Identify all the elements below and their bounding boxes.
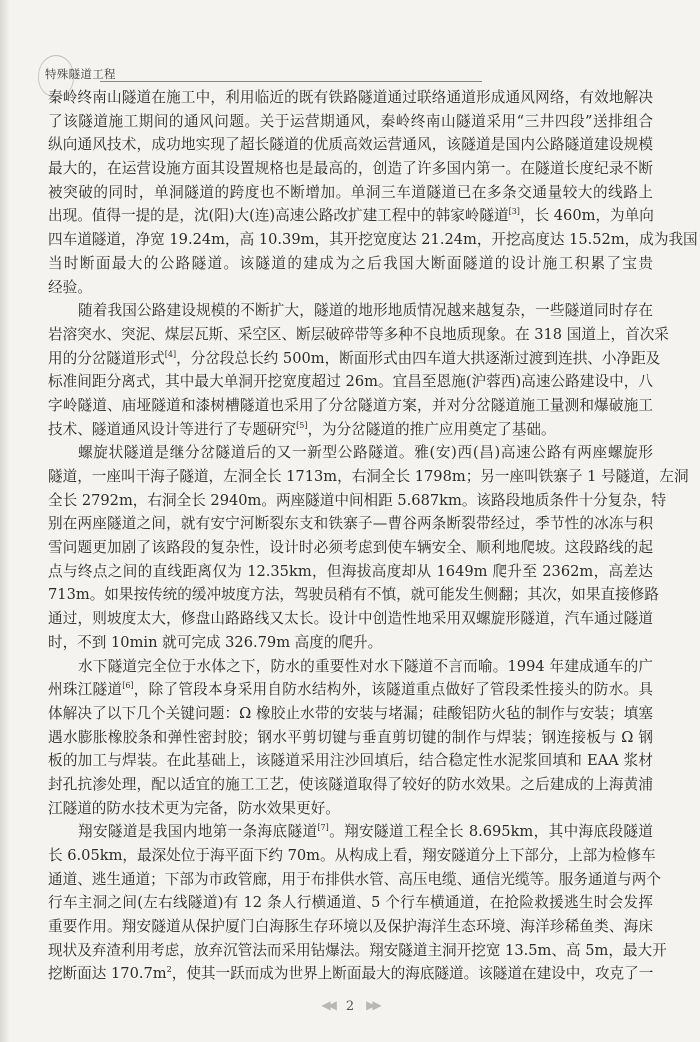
text-line: 通过，则坡度太大，修盘山路路线又太长。设计中创造性地采用双螺旋形隧道，汽车通过隧道 (48, 610, 653, 628)
double-right-arrow-icon: ▶▶ (366, 998, 379, 1012)
text-line: 挖断面达 $170.7m^2$，使其一跃而成为世界上断面最大的海底隧道。该隧道在建设中，攻克了一 (48, 965, 654, 983)
paragraph (48, 86, 698, 299)
text-line: 翔安隧道是我国内地第一条海底隧道[7]。翔安隧道工程全长 8.695km，其中海底段隧道 (78, 823, 653, 841)
text-line: 别在两座隧道之间，就有安宁河断裂东支和铁寨子—曹谷两条断裂带经过，季节性的冰冻与积 (48, 515, 653, 533)
text-line: 江隧道的防水技术更为完备，防水效果更好。 (48, 799, 340, 817)
text-line: 点与终点之间的直线距离仅为 12.35km，但海拔高度却从 1649m 爬升至 2362m，高差达 (48, 562, 653, 580)
text-line: 水下隧道完全位于水体之下，防水的重要性对水下隧道不言而喻。1994 年建成通车的广 (78, 657, 653, 675)
text-line: 雪问题更加剧了该路段的复杂性，设计时必须考虑到使车辆安全、顺利地爬坡。这段路线的起 (48, 539, 653, 557)
paragraph (48, 441, 689, 654)
body-text (48, 86, 698, 986)
superscript: 2 (166, 965, 172, 975)
text-line: 封孔抗渗处理，配以适宜的施工工艺，使该隧道取得了较好的防水效果。之后建成的上海黄浦 (48, 775, 653, 793)
text-line: 现状及弃渣利用考虑，放弃沉管法而采用钻爆法。翔安隧道主洞开挖宽 13.5m、高 5m，最大开 (48, 941, 667, 959)
citation-ref: [5] (296, 420, 308, 430)
text-line: 秦岭终南山隧道在施工中，利用临近的既有铁路隧道通过联络通道形成通风网络，有效地解决 (48, 89, 653, 106)
text-line: 岩溶突水、突泥、煤层瓦斯、采空区、断层破碎带等多种不良地质现象。在 318 国道上，首次采 (48, 325, 669, 343)
text-line: 通道、逃生通道；下部为市政管廊，用于布排供水管、高压电缆、通信光缆等。服务通道与两个 (48, 870, 661, 888)
text-line: 随着我国公路建设规模的不断扩大，隧道的地形地质情况越来越复杂，一些隧道同时存在 (78, 302, 653, 320)
page-edge-shadow (0, 0, 10, 1042)
text-line: 隧道，一座叫干海子隧道，左洞全长 1713m，右洞全长 1798m；另一座叫铁寨子 1 号隧道，左洞 (48, 468, 689, 485)
double-left-arrow-icon: ◀◀ (321, 998, 334, 1012)
text-line: 标准间距分离式，其中最大单洞开挖宽度超过 26m。宜昌至恩施(沪蓉西)高速公路建设中，八 (48, 373, 653, 391)
text-line: 全长 2792m，右洞全长 2940m。两座隧道中间相距 5.687km。该路段地质条件十分复杂，特 (48, 491, 667, 509)
citation-ref: [3] (508, 207, 520, 217)
text-line: 长 6.05km，最深处位于海平面下约 70m。从构成上看，翔安隧道分上下部分，上部为检修车 (48, 847, 656, 864)
text-line: 四车道隧道，净宽 19.24m，高 10.39m，其开挖宽度达 21.24m，开挖高度达 15.52m，成为我国 (48, 231, 698, 249)
text-line: 经验。 (48, 278, 92, 296)
text-line: 用的分岔隧道形式[4]，分岔段总长约 500m，断面形式由四车道大拱逐渐过渡到连拱、小净距及 (48, 349, 661, 367)
page-number: 2 (345, 999, 355, 1014)
text-line: 当时断面最大的公路隧道。该隧道的建成为之后我国大断面隧道的设计施工积累了宝贵 (48, 254, 653, 272)
paragraph (48, 299, 669, 441)
text-line: 字岭隧道、庙垭隧道和漆树槽隧道也采用了分岔隧道方案，并对分岔隧道施工量测和爆破施工 (48, 396, 653, 414)
text-line: 时，不到 10min 就可完成 326.79m 高度的爬升。 (48, 633, 383, 651)
paragraph (48, 820, 667, 986)
header-rule (100, 81, 482, 82)
text-line: 遇水膨胀橡胶条和弹性密封胶；钢水平剪切键与垂直剪切键的制作与焊装；钢连接板与 Ω 钢 (48, 728, 653, 746)
running-header-title: 特殊隧道工程 (45, 67, 116, 81)
citation-ref: [7] (317, 823, 329, 833)
text-line: 技术、隧道通风设计等进行了专题研究[5]，为分岔隧道的推广应用奠定了基础。 (48, 420, 556, 438)
text-line: 被突破的同时，单洞隧道的跨度也不断增加。单洞三车道隧道已在多条交通量较大的线路上 (48, 183, 653, 201)
text-line: 螺旋状隧道是继分岔隧道后的又一新型公路隧道。雅(安)西(昌)高速公路有两座螺旋形 (78, 444, 653, 462)
paragraph (48, 655, 653, 821)
text-line: 出现。值得一提的是，沈(阳)大(连)高速公路改扩建工程中的韩家岭隧道[3]，长 460m，为单向 (48, 207, 654, 225)
citation-ref: [6] (122, 681, 134, 691)
page-footer (0, 998, 700, 1014)
text-line: 州珠江隧道[6]，除了管段本身采用自防水结构外，该隧道重点做好了管段柔性接头的防水。具 (48, 681, 653, 699)
text-line: 重要作用。翔安隧道从保护厦门白海豚生存环境以及保护海洋生态环境、海洋珍稀鱼类、海床 (48, 918, 653, 936)
text-line: 713m。如果按传统的缓冲坡度方法，驾驶员稍有不慎，就可能发生侧翻；其次，如果直接修路 (48, 586, 659, 604)
text-line: 行车主洞之间(左右线隧道)有 12 条人行横通道、5 个行车横通道，在抢险救援逃生时会发挥 (48, 894, 653, 912)
text-line: 最大的，在运营设施方面其设置规格也是最高的，创造了许多国内第一。在隧道长度纪录不断 (48, 160, 653, 178)
text-line: 体解决了以下几个关键问题：Ω 橡胶止水带的安装与堵漏；硅酸铝防火毡的制作与安装；填塞 (48, 704, 653, 722)
text-line: 纵向通风技术，成功地实现了超长隧道的优质高效运营通风，该隧道是国内公路隧道建设规模 (48, 136, 653, 154)
text-line: 了该隧道施工期间的通风问题。关于运营期通风，秦岭终南山隧道采用“三井四段”送排组合 (48, 112, 653, 130)
citation-ref: [4] (164, 349, 177, 359)
text-line: 板的加工与焊装。在此基础上，该隧道采用注沙回填后，结合稳定性水泥浆回填和 EAA 浆材 (48, 752, 653, 770)
